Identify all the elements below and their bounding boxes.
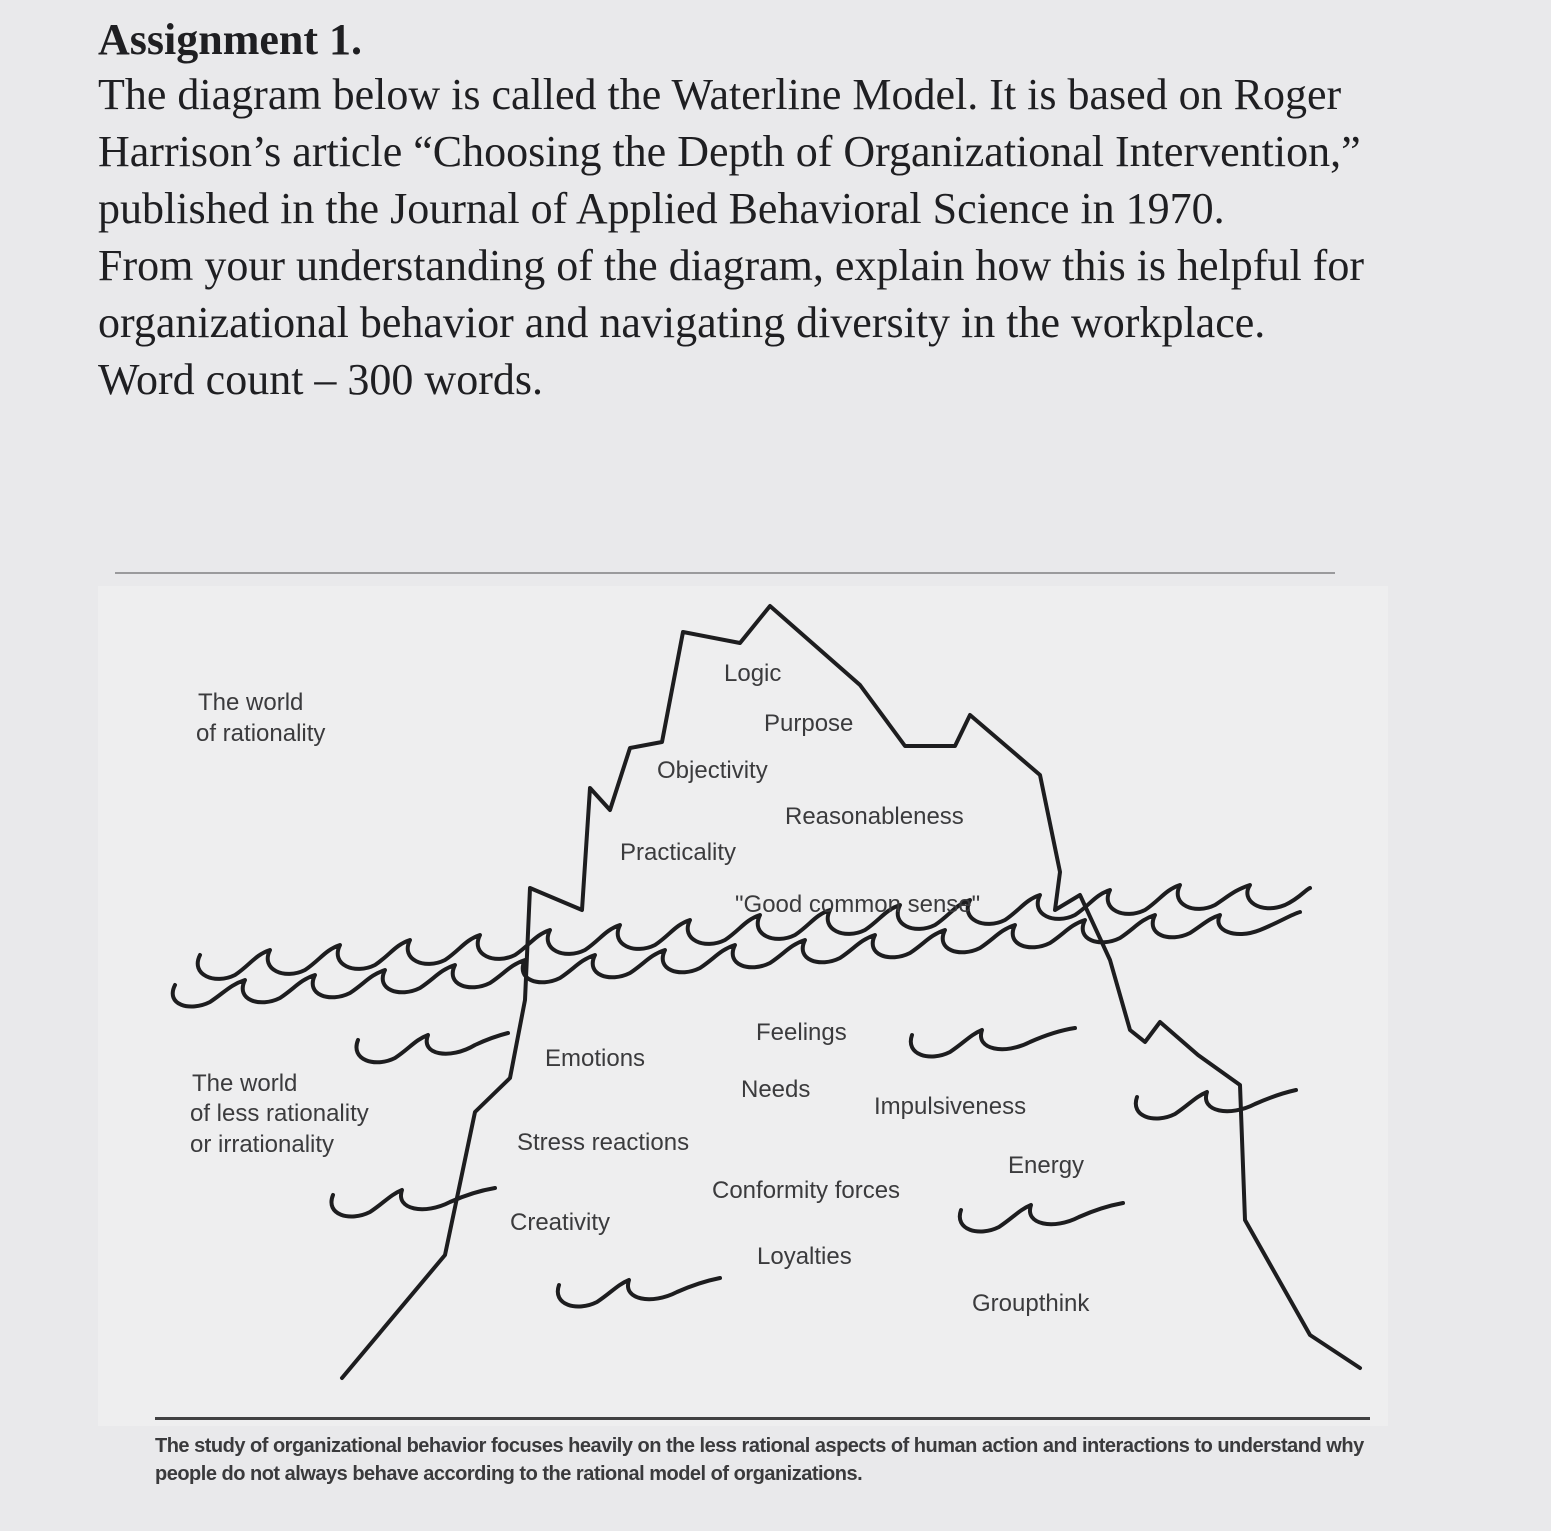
irrationality-heading-line-3: or irrationality xyxy=(190,1131,335,1158)
irrationality-heading-line-1: The world xyxy=(192,1070,298,1097)
label-objectivity: Objectivity xyxy=(657,757,768,784)
label-conformity-forces: Conformity forces xyxy=(712,1177,901,1204)
wave-mark-6 xyxy=(558,1278,720,1307)
label-energy: Energy xyxy=(1008,1152,1085,1179)
assignment-title: Assignment 1. xyxy=(98,15,363,64)
label-needs: Needs xyxy=(741,1076,811,1103)
label-loyalties: Loyalties xyxy=(757,1243,852,1270)
assignment-word-count: Word count – 300 words. xyxy=(98,355,543,404)
figure-caption: The study of organizational behavior focuses heavily on the less rational aspects of human action and interactions to understand why people do not always behave according to the rational model of organizations. xyxy=(155,1435,1364,1485)
wave-mark-2 xyxy=(911,1028,1075,1057)
wave-mark-4 xyxy=(331,1188,495,1217)
label-good-common-sense: "Good common sense" xyxy=(735,891,981,918)
wave-mark-1 xyxy=(356,1033,508,1062)
rationality-heading-line-2: of rationality xyxy=(196,720,326,747)
label-practicality: Practicality xyxy=(620,839,737,866)
label-emotions: Emotions xyxy=(545,1045,646,1072)
waterline-waves-lower xyxy=(173,912,1300,1007)
irrationality-heading-line-2: of less rationality xyxy=(190,1100,369,1127)
label-logic: Logic xyxy=(724,660,782,687)
label-feelings: Feelings xyxy=(756,1019,847,1046)
label-groupthink: Groupthink xyxy=(972,1290,1090,1317)
label-impulsiveness: Impulsiveness xyxy=(874,1093,1027,1120)
label-reasonableness: Reasonableness xyxy=(785,803,964,830)
wave-mark-3 xyxy=(1136,1090,1296,1119)
label-stress-reactions: Stress reactions xyxy=(517,1129,690,1156)
label-creativity: Creativity xyxy=(510,1209,611,1236)
assignment-question: From your understanding of the diagram, explain how this is helpful for organizational behavior and navigating diversity in the workplace. xyxy=(98,241,1364,347)
label-purpose: Purpose xyxy=(764,710,854,737)
wave-mark-5 xyxy=(960,1203,1123,1232)
rationality-heading-line-1: The world xyxy=(198,689,304,716)
caption-divider xyxy=(155,1417,1370,1420)
assignment-intro: The diagram below is called the Waterline Model. It is based on Roger Harrison’s article “Choosing the Depth of Organizational Intervention,” published in the Journal of Applied Behavioral Science in 1970. xyxy=(98,70,1361,233)
